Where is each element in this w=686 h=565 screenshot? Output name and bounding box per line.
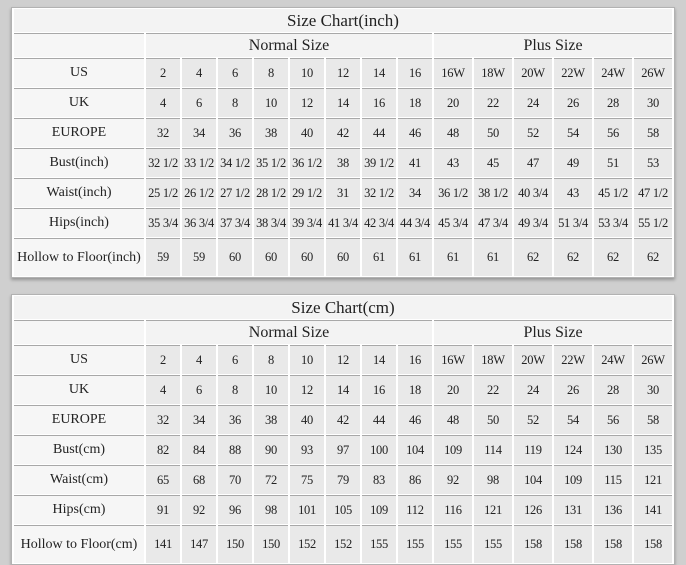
size-value-cell: 82 — [146, 435, 180, 464]
size-value-cell: 22 — [474, 88, 512, 117]
row-label: Hips(inch) — [14, 208, 144, 237]
column-group-row — [14, 33, 672, 57]
size-value-cell: 42 — [326, 405, 360, 434]
size-value-cell: 42 — [326, 118, 360, 147]
size-value-cell: 112 — [398, 495, 432, 524]
size-value-cell: 22 — [474, 375, 512, 404]
corner-cell — [14, 320, 144, 344]
size-value-cell: 119 — [514, 435, 552, 464]
size-value-cell: 59 — [146, 238, 180, 276]
size-value-cell: 32 — [146, 118, 180, 147]
row-label: Bust(cm) — [14, 435, 144, 464]
size-value-cell: 121 — [634, 465, 672, 494]
size-value-cell: 158 — [634, 525, 672, 563]
table-row — [14, 148, 672, 177]
size-value-cell: 26 1/2 — [182, 178, 216, 207]
size-value-cell: 48 — [434, 405, 472, 434]
size-value-cell: 92 — [182, 495, 216, 524]
size-value-cell: 40 — [290, 405, 324, 434]
size-value-cell: 25 1/2 — [146, 178, 180, 207]
size-value-cell: 35 3/4 — [146, 208, 180, 237]
size-value-cell: 32 1/2 — [146, 148, 180, 177]
size-value-cell: 155 — [434, 525, 472, 563]
size-value-cell: 130 — [594, 435, 632, 464]
row-label: Waist(cm) — [14, 465, 144, 494]
size-value-cell: 68 — [182, 465, 216, 494]
size-value-cell: 90 — [254, 435, 288, 464]
size-value-cell: 101 — [290, 495, 324, 524]
size-value-cell: 22W — [554, 58, 592, 87]
size-value-cell: 10 — [290, 58, 324, 87]
size-value-cell: 12 — [290, 88, 324, 117]
size-value-cell: 70 — [218, 465, 252, 494]
size-value-cell: 43 — [554, 178, 592, 207]
size-value-cell: 53 3/4 — [594, 208, 632, 237]
size-value-cell: 150 — [218, 525, 252, 563]
table-row — [14, 208, 672, 237]
size-value-cell: 12 — [326, 58, 360, 87]
size-value-cell: 14 — [326, 88, 360, 117]
size-value-cell: 44 3/4 — [398, 208, 432, 237]
size-value-cell: 47 1/2 — [634, 178, 672, 207]
size-value-cell: 60 — [326, 238, 360, 276]
size-value-cell: 158 — [554, 525, 592, 563]
size-value-cell: 42 3/4 — [362, 208, 396, 237]
size-value-cell: 16 — [362, 88, 396, 117]
size-value-cell: 26W — [634, 58, 672, 87]
size-value-cell: 6 — [182, 88, 216, 117]
size-value-cell: 8 — [218, 375, 252, 404]
corner-cell — [14, 33, 144, 57]
size-value-cell: 32 1/2 — [362, 178, 396, 207]
size-value-cell: 20W — [514, 58, 552, 87]
size-value-cell: 6 — [182, 375, 216, 404]
size-value-cell: 104 — [514, 465, 552, 494]
size-value-cell: 16W — [434, 345, 472, 374]
size-value-cell: 98 — [474, 465, 512, 494]
size-value-cell: 31 — [326, 178, 360, 207]
row-label: Bust(inch) — [14, 148, 144, 177]
size-value-cell: 79 — [326, 465, 360, 494]
size-value-cell: 45 1/2 — [594, 178, 632, 207]
size-value-cell: 158 — [594, 525, 632, 563]
size-value-cell: 114 — [474, 435, 512, 464]
size-value-cell: 20 — [434, 88, 472, 117]
size-value-cell: 33 1/2 — [182, 148, 216, 177]
normal-size-header: Normal Size — [146, 320, 432, 344]
size-value-cell: 43 — [434, 148, 472, 177]
size-value-cell: 26W — [634, 345, 672, 374]
size-value-cell: 16 — [398, 345, 432, 374]
size-value-cell: 44 — [362, 118, 396, 147]
size-value-cell: 34 — [182, 405, 216, 434]
size-value-cell: 97 — [326, 435, 360, 464]
size-value-cell: 53 — [634, 148, 672, 177]
size-value-cell: 158 — [514, 525, 552, 563]
table-row — [14, 118, 672, 147]
row-label: Hips(cm) — [14, 495, 144, 524]
size-value-cell: 61 — [434, 238, 472, 276]
size-value-cell: 51 3/4 — [554, 208, 592, 237]
table-title: Size Chart(inch) — [14, 9, 672, 32]
size-value-cell: 93 — [290, 435, 324, 464]
size-value-cell: 34 — [398, 178, 432, 207]
size-value-cell: 18 — [398, 375, 432, 404]
size-value-cell: 152 — [290, 525, 324, 563]
size-value-cell: 59 — [182, 238, 216, 276]
size-value-cell: 26 — [554, 88, 592, 117]
size-value-cell: 38 3/4 — [254, 208, 288, 237]
table-row — [14, 58, 672, 87]
size-value-cell: 150 — [254, 525, 288, 563]
size-value-cell: 49 3/4 — [514, 208, 552, 237]
size-value-cell: 56 — [594, 118, 632, 147]
size-value-cell: 38 1/2 — [474, 178, 512, 207]
size-value-cell: 54 — [554, 118, 592, 147]
size-value-cell: 62 — [634, 238, 672, 276]
size-value-cell: 40 — [290, 118, 324, 147]
size-value-cell: 8 — [254, 345, 288, 374]
row-label: UK — [14, 88, 144, 117]
size-value-cell: 20W — [514, 345, 552, 374]
size-chart-cm-table — [11, 294, 675, 565]
size-value-cell: 61 — [398, 238, 432, 276]
size-value-cell: 36 — [218, 118, 252, 147]
size-value-cell: 14 — [326, 375, 360, 404]
size-value-cell: 60 — [290, 238, 324, 276]
size-value-cell: 22W — [554, 345, 592, 374]
size-value-cell: 4 — [146, 375, 180, 404]
table-row — [14, 178, 672, 207]
size-value-cell: 48 — [434, 118, 472, 147]
size-value-cell: 28 1/2 — [254, 178, 288, 207]
size-value-cell: 47 — [514, 148, 552, 177]
size-value-cell: 152 — [326, 525, 360, 563]
size-value-cell: 147 — [182, 525, 216, 563]
size-value-cell: 36 1/2 — [290, 148, 324, 177]
table-title: Size Chart(cm) — [14, 296, 672, 319]
table-row — [14, 435, 672, 464]
size-value-cell: 61 — [474, 238, 512, 276]
size-value-cell: 121 — [474, 495, 512, 524]
size-value-cell: 27 1/2 — [218, 178, 252, 207]
size-value-cell: 109 — [362, 495, 396, 524]
size-value-cell: 28 — [594, 375, 632, 404]
size-value-cell: 58 — [634, 118, 672, 147]
size-value-cell: 38 — [254, 405, 288, 434]
table-row — [14, 375, 672, 404]
size-value-cell: 109 — [554, 465, 592, 494]
table-title-row — [14, 296, 672, 319]
size-value-cell: 49 — [554, 148, 592, 177]
size-value-cell: 100 — [362, 435, 396, 464]
size-value-cell: 37 3/4 — [218, 208, 252, 237]
table-row — [14, 405, 672, 434]
size-value-cell: 45 3/4 — [434, 208, 472, 237]
size-value-cell: 14 — [362, 345, 396, 374]
size-value-cell: 65 — [146, 465, 180, 494]
size-value-cell: 38 — [254, 118, 288, 147]
size-value-cell: 62 — [594, 238, 632, 276]
size-value-cell: 62 — [554, 238, 592, 276]
size-value-cell: 41 3/4 — [326, 208, 360, 237]
size-value-cell: 6 — [218, 345, 252, 374]
row-label: EUROPE — [14, 118, 144, 147]
size-value-cell: 20 — [434, 375, 472, 404]
size-chart-inch-table — [11, 7, 675, 278]
size-value-cell: 14 — [362, 58, 396, 87]
size-value-cell: 75 — [290, 465, 324, 494]
size-value-cell: 32 — [146, 405, 180, 434]
table-row — [14, 525, 672, 563]
size-value-cell: 46 — [398, 405, 432, 434]
size-value-cell: 96 — [218, 495, 252, 524]
size-value-cell: 141 — [634, 495, 672, 524]
size-value-cell: 28 — [594, 88, 632, 117]
size-value-cell: 4 — [146, 88, 180, 117]
size-value-cell: 115 — [594, 465, 632, 494]
column-group-row — [14, 320, 672, 344]
size-value-cell: 6 — [218, 58, 252, 87]
table-row — [14, 238, 672, 276]
table-row — [14, 495, 672, 524]
normal-size-header: Normal Size — [146, 33, 432, 57]
size-value-cell: 52 — [514, 118, 552, 147]
size-value-cell: 16W — [434, 58, 472, 87]
table-row — [14, 345, 672, 374]
size-value-cell: 84 — [182, 435, 216, 464]
size-value-cell: 47 3/4 — [474, 208, 512, 237]
size-value-cell: 18W — [474, 345, 512, 374]
size-value-cell: 24 — [514, 375, 552, 404]
size-value-cell: 91 — [146, 495, 180, 524]
size-value-cell: 36 — [218, 405, 252, 434]
row-label: UK — [14, 375, 144, 404]
size-value-cell: 2 — [146, 58, 180, 87]
size-value-cell: 24W — [594, 58, 632, 87]
size-value-cell: 98 — [254, 495, 288, 524]
size-value-cell: 34 — [182, 118, 216, 147]
row-label: US — [14, 58, 144, 87]
size-value-cell: 24W — [594, 345, 632, 374]
row-label: Hollow to Floor(inch) — [14, 238, 144, 276]
size-value-cell: 109 — [434, 435, 472, 464]
size-value-cell: 124 — [554, 435, 592, 464]
size-value-cell: 50 — [474, 118, 512, 147]
size-value-cell: 24 — [514, 88, 552, 117]
size-value-cell: 41 — [398, 148, 432, 177]
size-value-cell: 39 3/4 — [290, 208, 324, 237]
size-value-cell: 60 — [218, 238, 252, 276]
size-value-cell: 105 — [326, 495, 360, 524]
size-value-cell: 36 3/4 — [182, 208, 216, 237]
size-value-cell: 8 — [218, 88, 252, 117]
table-title-row — [14, 9, 672, 32]
size-value-cell: 135 — [634, 435, 672, 464]
size-value-cell: 29 1/2 — [290, 178, 324, 207]
size-value-cell: 88 — [218, 435, 252, 464]
table-row — [14, 465, 672, 494]
size-value-cell: 18 — [398, 88, 432, 117]
size-value-cell: 58 — [634, 405, 672, 434]
size-value-cell: 72 — [254, 465, 288, 494]
size-value-cell: 61 — [362, 238, 396, 276]
size-value-cell: 10 — [254, 88, 288, 117]
size-value-cell: 35 1/2 — [254, 148, 288, 177]
size-value-cell: 131 — [554, 495, 592, 524]
size-value-cell: 60 — [254, 238, 288, 276]
size-value-cell: 10 — [254, 375, 288, 404]
size-value-cell: 55 1/2 — [634, 208, 672, 237]
size-value-cell: 30 — [634, 375, 672, 404]
size-value-cell: 51 — [594, 148, 632, 177]
row-label: US — [14, 345, 144, 374]
size-value-cell: 30 — [634, 88, 672, 117]
size-value-cell: 46 — [398, 118, 432, 147]
size-value-cell: 83 — [362, 465, 396, 494]
size-value-cell: 16 — [398, 58, 432, 87]
size-value-cell: 10 — [290, 345, 324, 374]
size-value-cell: 116 — [434, 495, 472, 524]
row-label: Waist(inch) — [14, 178, 144, 207]
size-value-cell: 50 — [474, 405, 512, 434]
size-value-cell: 4 — [182, 58, 216, 87]
size-value-cell: 38 — [326, 148, 360, 177]
size-value-cell: 155 — [398, 525, 432, 563]
table-row — [14, 88, 672, 117]
size-value-cell: 12 — [290, 375, 324, 404]
size-value-cell: 62 — [514, 238, 552, 276]
size-value-cell: 44 — [362, 405, 396, 434]
size-value-cell: 18W — [474, 58, 512, 87]
size-value-cell: 126 — [514, 495, 552, 524]
size-value-cell: 86 — [398, 465, 432, 494]
size-value-cell: 2 — [146, 345, 180, 374]
size-value-cell: 56 — [594, 405, 632, 434]
size-value-cell: 16 — [362, 375, 396, 404]
plus-size-header: Plus Size — [434, 33, 672, 57]
size-value-cell: 34 1/2 — [218, 148, 252, 177]
size-value-cell: 52 — [514, 405, 552, 434]
size-value-cell: 26 — [554, 375, 592, 404]
size-value-cell: 155 — [474, 525, 512, 563]
plus-size-header: Plus Size — [434, 320, 672, 344]
size-value-cell: 4 — [182, 345, 216, 374]
size-value-cell: 36 1/2 — [434, 178, 472, 207]
size-value-cell: 54 — [554, 405, 592, 434]
size-value-cell: 45 — [474, 148, 512, 177]
size-value-cell: 155 — [362, 525, 396, 563]
row-label: EUROPE — [14, 405, 144, 434]
size-value-cell: 92 — [434, 465, 472, 494]
size-value-cell: 40 3/4 — [514, 178, 552, 207]
size-value-cell: 39 1/2 — [362, 148, 396, 177]
row-label: Hollow to Floor(cm) — [14, 525, 144, 563]
size-value-cell: 12 — [326, 345, 360, 374]
size-value-cell: 8 — [254, 58, 288, 87]
size-value-cell: 141 — [146, 525, 180, 563]
size-value-cell: 104 — [398, 435, 432, 464]
size-value-cell: 136 — [594, 495, 632, 524]
